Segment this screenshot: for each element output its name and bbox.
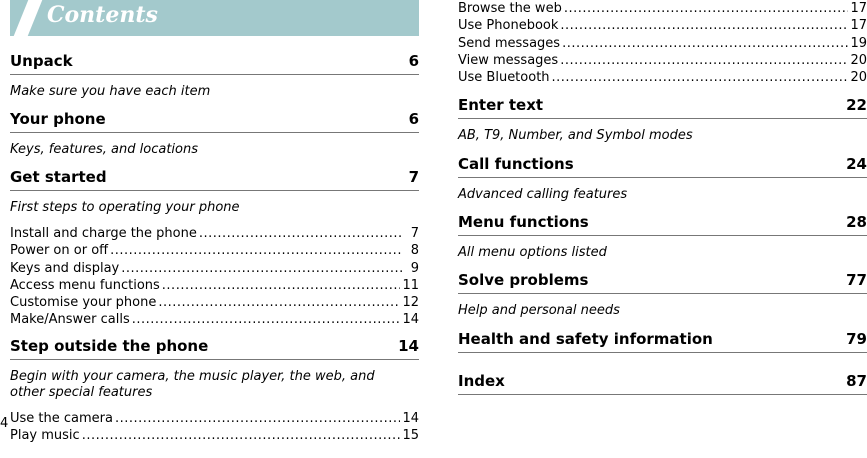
entry-label: Keys and display bbox=[10, 260, 120, 276]
entry-page: 14 bbox=[402, 411, 419, 426]
section-title: Unpack bbox=[10, 52, 73, 70]
section-page: 6 bbox=[408, 110, 419, 128]
section-heading[interactable] bbox=[10, 52, 419, 75]
section-page: 22 bbox=[846, 96, 867, 114]
section-heading[interactable] bbox=[458, 96, 867, 119]
section-page: 79 bbox=[846, 330, 867, 348]
banner-slash-decoration bbox=[14, 0, 43, 36]
entry-page: 17 bbox=[850, 1, 867, 16]
section-title: Health and safety information bbox=[458, 330, 713, 348]
entry-page: 12 bbox=[402, 295, 419, 311]
entry-page: 17 bbox=[850, 18, 867, 34]
entry-label: Use Phonebook bbox=[458, 18, 559, 34]
entry-label: View messages bbox=[458, 52, 559, 68]
toc-entry[interactable] bbox=[458, 69, 867, 86]
section-title: Step outside the phone bbox=[10, 337, 209, 355]
section-heading[interactable] bbox=[10, 337, 419, 360]
section-title: Call functions bbox=[458, 155, 574, 173]
entry-list bbox=[458, 0, 867, 86]
page-title: Contents bbox=[47, 2, 158, 28]
section-heading[interactable] bbox=[458, 330, 867, 353]
section-description: Make sure you have each item bbox=[10, 84, 211, 99]
toc-entry[interactable] bbox=[458, 17, 867, 34]
toc-section-enter-text bbox=[458, 96, 867, 144]
entry-page: 20 bbox=[850, 70, 867, 86]
entry-label: Use the camera bbox=[10, 411, 113, 426]
section-title: Get started bbox=[10, 168, 107, 186]
entry-page: 20 bbox=[850, 52, 867, 68]
dot-leader bbox=[560, 17, 848, 34]
toc-section-solve-problems bbox=[458, 271, 867, 319]
section-description: Help and personal needs bbox=[458, 303, 620, 318]
section-title: Index bbox=[458, 372, 505, 390]
page-number: 4 bbox=[0, 416, 9, 431]
section-description: First steps to operating your phone bbox=[10, 200, 240, 215]
entry-page: 19 bbox=[850, 35, 867, 51]
toc-entry[interactable] bbox=[10, 311, 419, 328]
entry-list bbox=[10, 410, 419, 445]
section-heading[interactable] bbox=[10, 168, 419, 191]
section-heading[interactable] bbox=[10, 110, 419, 133]
dot-leader bbox=[115, 410, 400, 427]
dot-leader bbox=[121, 260, 403, 277]
entry-page: 15 bbox=[402, 428, 419, 444]
toc-section-unpack bbox=[10, 52, 419, 100]
toc-section-menu-functions bbox=[458, 213, 867, 261]
section-description: AB, T9, Number, and Symbol modes bbox=[458, 128, 693, 143]
toc-entry[interactable] bbox=[10, 260, 419, 277]
dot-leader bbox=[162, 277, 401, 294]
section-page: 87 bbox=[846, 372, 867, 390]
section-description: Advanced calling features bbox=[458, 187, 628, 202]
section-heading[interactable] bbox=[458, 155, 867, 178]
entry-page: 8 bbox=[410, 243, 419, 259]
section-heading[interactable] bbox=[458, 271, 867, 294]
section-title: Enter text bbox=[458, 96, 544, 114]
toc-section-call-functions bbox=[458, 155, 867, 203]
entry-label: Install and charge the phone bbox=[10, 226, 197, 241]
toc-section-step-outside bbox=[10, 337, 419, 445]
toc-section-your-phone bbox=[10, 110, 419, 158]
toc-entry[interactable] bbox=[10, 277, 419, 294]
dot-leader bbox=[110, 242, 403, 259]
section-title: Menu functions bbox=[458, 213, 589, 231]
contents-banner bbox=[10, 0, 419, 36]
section-description: All menu options listed bbox=[458, 245, 607, 260]
entry-page: 7 bbox=[410, 226, 419, 241]
toc-entry[interactable] bbox=[10, 410, 419, 427]
entry-label: Browse the web bbox=[458, 1, 562, 16]
left-column bbox=[10, 0, 419, 444]
entry-label: Make/Answer calls bbox=[10, 312, 130, 328]
dot-leader bbox=[199, 225, 403, 242]
dot-leader bbox=[158, 294, 400, 311]
entry-page: 9 bbox=[410, 260, 419, 276]
section-title: Solve problems bbox=[458, 271, 589, 289]
toc-section-health-safety bbox=[458, 330, 867, 353]
entry-label: Access menu functions bbox=[10, 277, 160, 293]
entry-label: Power on or off bbox=[10, 243, 109, 259]
toc-entry[interactable] bbox=[458, 0, 867, 17]
section-title: Your phone bbox=[10, 110, 106, 128]
dot-leader bbox=[564, 0, 849, 17]
toc-section-index bbox=[458, 372, 867, 395]
dot-leader bbox=[552, 69, 849, 86]
section-page: 24 bbox=[846, 155, 867, 173]
dot-leader bbox=[562, 35, 848, 52]
toc-section-get-started bbox=[10, 168, 419, 329]
toc-entry[interactable] bbox=[458, 35, 867, 52]
entry-page: 11 bbox=[402, 277, 419, 293]
section-page: 7 bbox=[408, 168, 419, 186]
entry-label: Send messages bbox=[458, 35, 561, 51]
section-description: Keys, features, and locations bbox=[10, 142, 198, 157]
entry-list bbox=[10, 225, 419, 329]
section-page: 28 bbox=[846, 213, 867, 231]
dot-leader bbox=[560, 52, 848, 69]
toc-entry[interactable] bbox=[10, 294, 419, 311]
section-heading[interactable] bbox=[458, 213, 867, 236]
section-page: 6 bbox=[408, 52, 419, 70]
dot-leader bbox=[82, 427, 401, 444]
section-heading[interactable] bbox=[458, 372, 867, 395]
entry-label: Customise your phone bbox=[10, 295, 157, 311]
toc-entry[interactable] bbox=[10, 427, 419, 444]
section-page: 77 bbox=[846, 271, 867, 289]
dot-leader bbox=[132, 311, 401, 328]
toc-entry[interactable] bbox=[10, 225, 419, 242]
entry-label: Use Bluetooth bbox=[458, 70, 550, 86]
entry-label: Play music bbox=[10, 428, 80, 444]
section-page: 14 bbox=[398, 337, 419, 355]
toc-entry[interactable] bbox=[458, 52, 867, 69]
entry-page: 14 bbox=[402, 312, 419, 328]
toc-entry[interactable] bbox=[10, 242, 419, 259]
section-description: Begin with your camera, the music player, the web, and other special features bbox=[10, 369, 375, 400]
